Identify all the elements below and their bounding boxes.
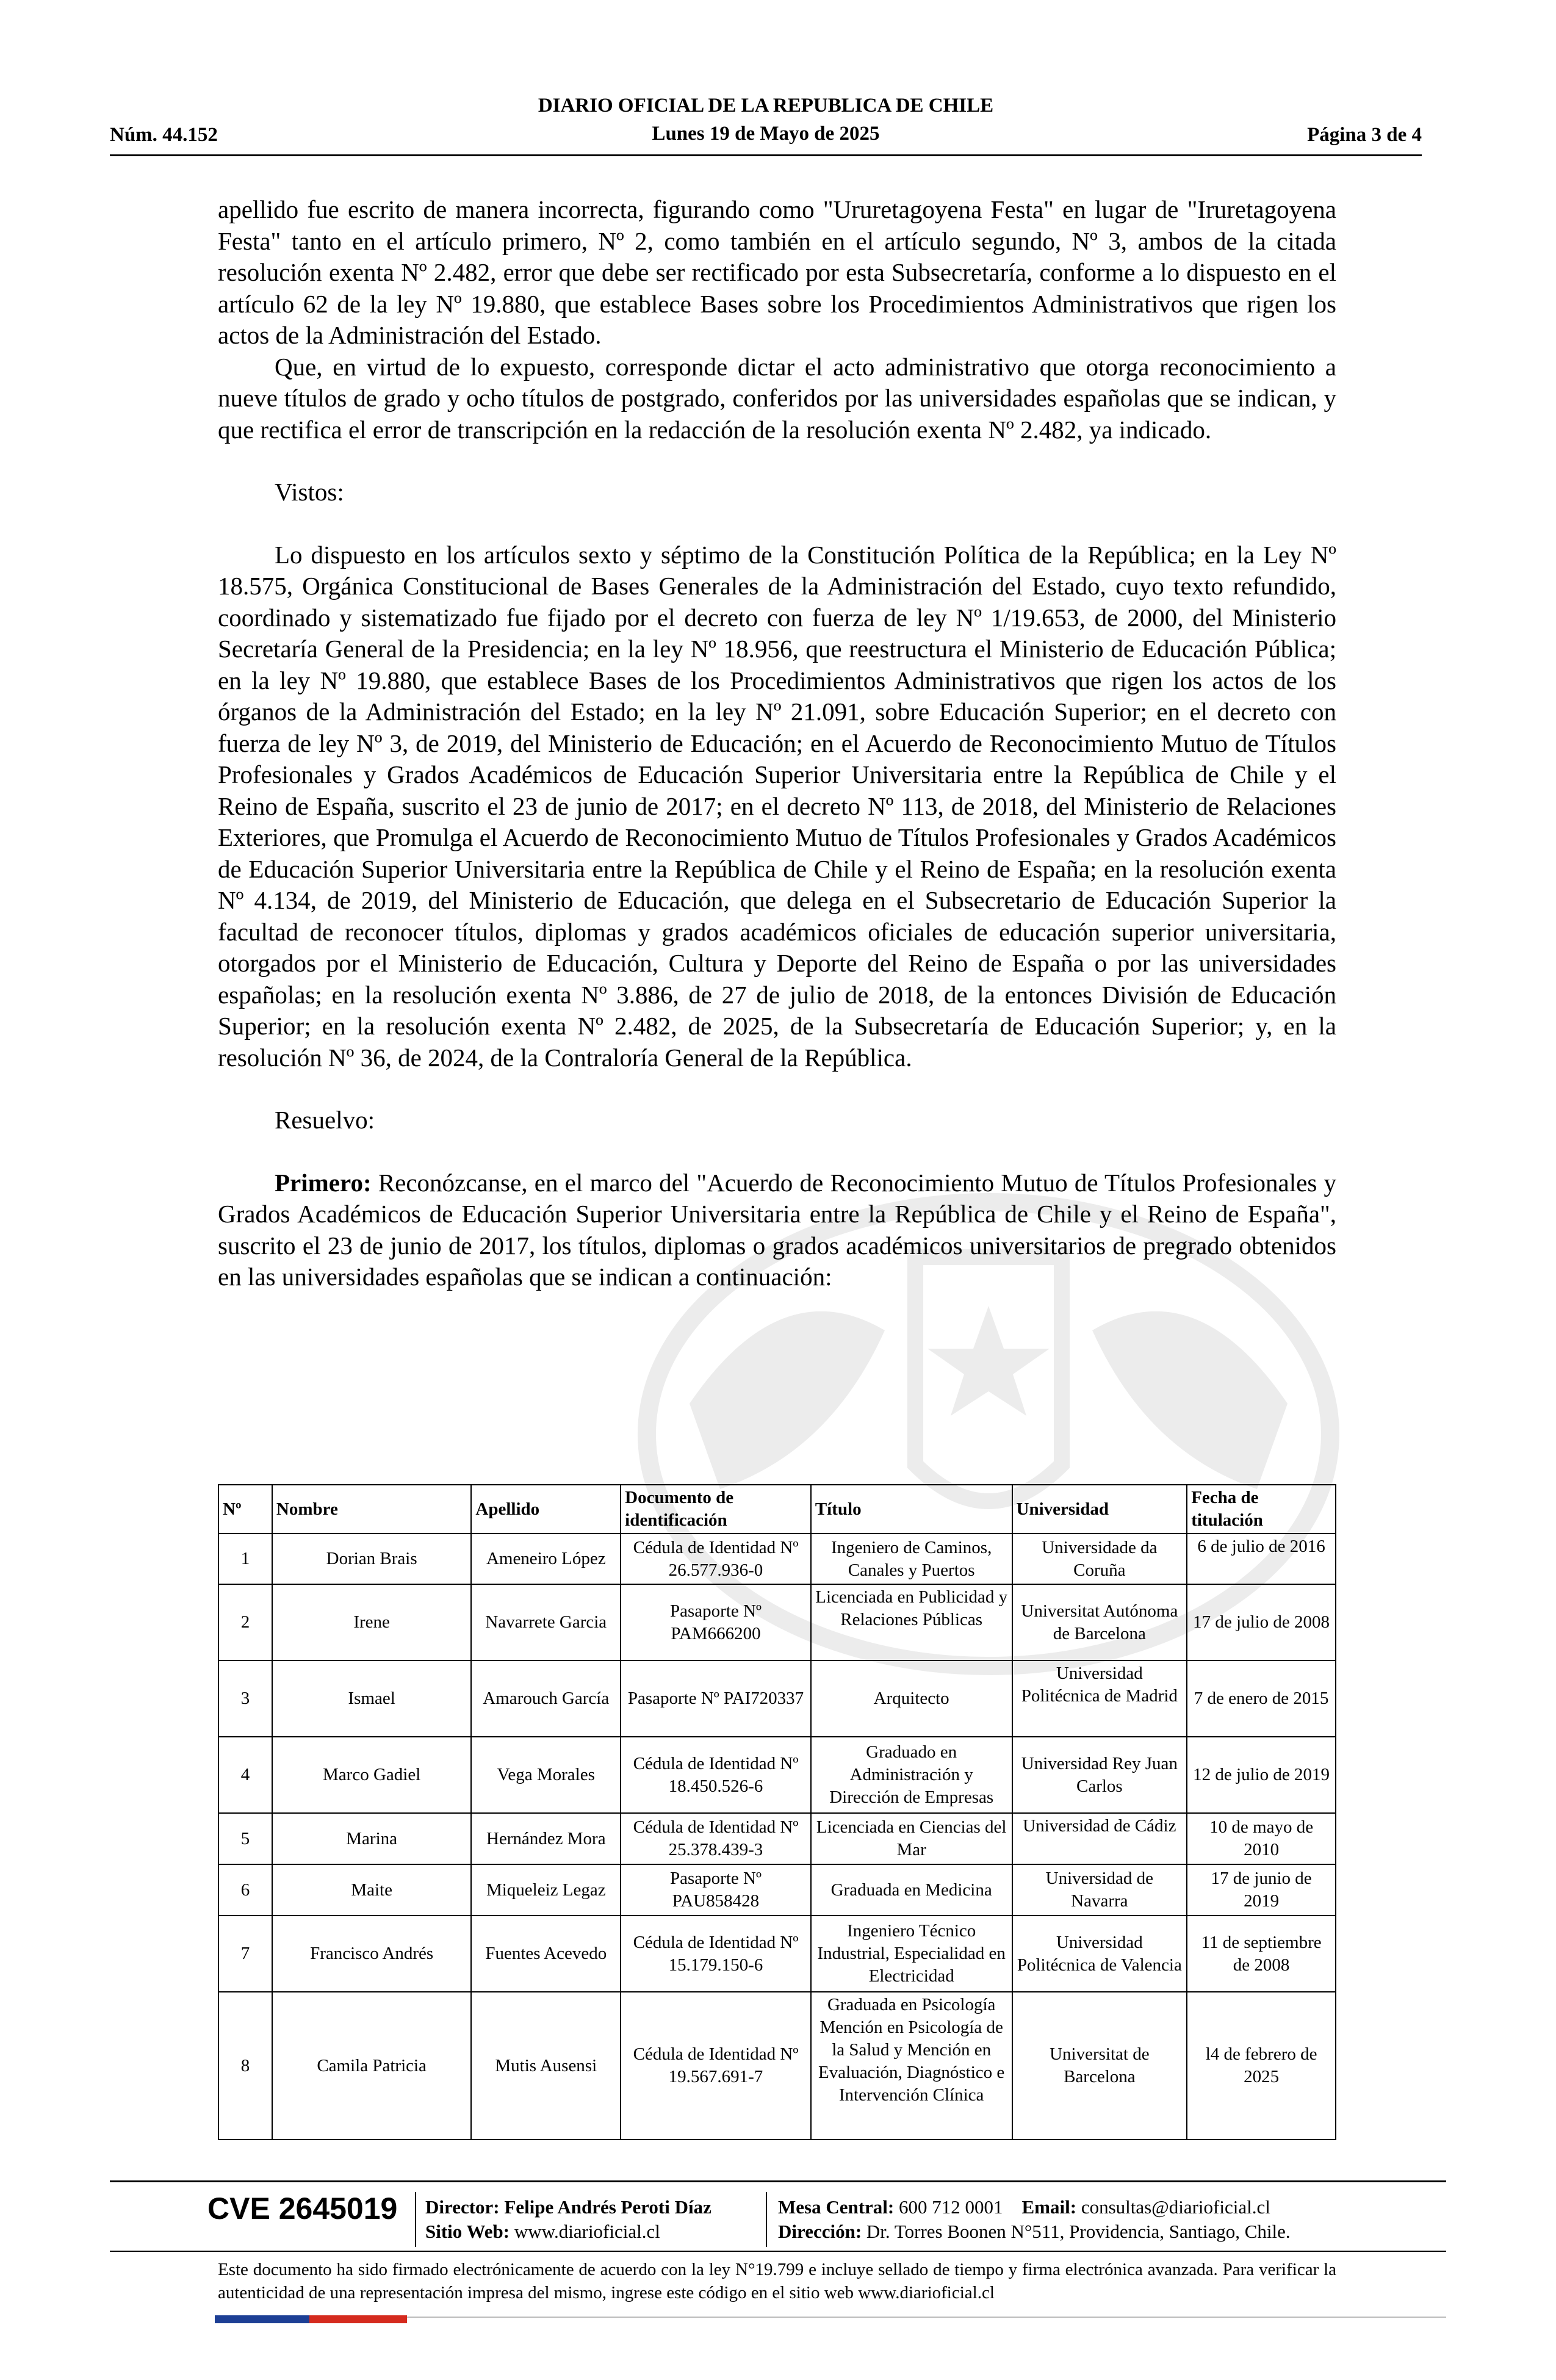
contact-line [778,2195,1291,2220]
table-cell: Camila Patricia [272,1992,472,2140]
email-link[interactable]: consultas@diarioficial.cl [1076,2196,1270,2218]
email-label: Email: [1021,2196,1077,2218]
table-cell: Universidad Politécnica de Valencia [1012,1916,1187,1992]
table-cell: 17 de junio de 2019 [1187,1864,1336,1916]
phone-value: 600 712 0001 [894,2196,1003,2218]
bottom-rule [407,2317,1446,2318]
primero-label: Primero: [275,1168,372,1197]
column-header: Nº [218,1485,272,1534]
recognized-titles-table [218,1484,1336,2140]
footer-director-block [425,2195,711,2244]
table-row [218,1534,1336,1584]
table-cell: Cédula de Identidad Nº 15.179.150-6 [621,1916,811,1992]
table-cell: Mutis Ausensi [471,1992,621,2140]
column-header: Universidad [1012,1485,1187,1534]
address-line [778,2220,1291,2244]
issue-date: Lunes 19 de Mayo de 2025 [652,123,880,145]
table-cell: Ingeniero de Caminos, Canales y Puertos [811,1534,1012,1584]
table-cell: l4 de febrero de 2025 [1187,1992,1336,2140]
table-cell: Vega Morales [471,1737,621,1813]
table-cell: 11 de septiembre de 2008 [1187,1916,1336,1992]
table-cell: Universidad Rey Juan Carlos [1012,1737,1187,1813]
table-cell: Dorian Brais [272,1534,472,1584]
document-body [218,194,1336,1293]
table-cell: 3 [218,1661,272,1737]
table-cell: Maite [272,1864,472,1916]
table-cell: 1 [218,1534,272,1584]
table-cell: Marco Gadiel [272,1737,472,1813]
table-cell: Universitat Autónoma de Barcelona [1012,1584,1187,1661]
table-cell: 4 [218,1737,272,1813]
table-cell: Marina [272,1813,472,1864]
column-header: Fecha de titulación [1187,1485,1336,1534]
table-cell: Ingeniero Técnico Industrial, Especialidad en Electricidad [811,1916,1012,1992]
table-cell: Cédula de Identidad Nº 25.378.439-3 [621,1813,811,1864]
paragraph-primero [218,1167,1336,1293]
website-link[interactable]: www.diarioficial.cl [510,2221,660,2242]
table-row [218,1916,1336,1992]
footer-separator [766,2192,767,2247]
table-cell: Pasaporte Nº PAM666200 [621,1584,811,1661]
table-cell: Navarrete Garcia [471,1584,621,1661]
table-cell: 5 [218,1813,272,1864]
flag-red-segment [309,2315,407,2323]
table-cell: Graduada en Medicina [811,1864,1012,1916]
table-cell: Pasaporte Nº PAU858428 [621,1864,811,1916]
footer-divider [110,2180,1446,2182]
primero-text: Reconózcanse, en el marco del "Acuerdo de Reconocimiento Mutuo de Títulos Profesionales y Grados Académicos de Educación Superior Universitaria entre la República de Chile y el Reino de España", suscrito el 23 de junio de 2017, los títulos, diplomas o grados académicos universitarios de pregrado obtenidos en las universidades españolas que se indican a continuación: [218,1168,1336,1291]
column-header: Apellido [471,1485,621,1534]
table-cell: 17 de julio de 2008 [1187,1584,1336,1661]
table-cell: Cédula de Identidad Nº 19.567.691-7 [621,1992,811,2140]
director-name: Director: Felipe Andrés Peroti Díaz [425,2196,711,2218]
table-cell: Ameneiro López [471,1534,621,1584]
footer-divider [110,2251,1446,2252]
header-divider [110,154,1422,156]
column-header: Nombre [272,1485,472,1534]
table-cell: Graduado en Administración y Dirección de Empresas [811,1737,1012,1813]
table-cell: Licenciada en Ciencias del Mar [811,1813,1012,1864]
table-cell: Graduada en Psicología Mención en Psicología de la Salud y Mención en Evaluación, Diagnóstico e Intervención Clínica [811,1992,1012,2140]
table-cell: Universidad Politécnica de Madrid [1012,1661,1187,1737]
table-header-row [218,1485,1336,1534]
paragraph: Que, en virtud de lo expuesto, corresponde dictar el acto administrativo que otorga reconocimiento a nueve títulos de grado y ocho títulos de postgrado, conferidos por las universidades españolas que se indican, y que rectifica el error de transcripción en la redacción de la resolución exenta Nº 2.482, ya indicado. [218,352,1336,444]
footer-separator [415,2192,416,2247]
table-cell: 6 de julio de 2016 [1187,1534,1336,1584]
electronic-signature-note: Este documento ha sido firmado electrónicamente de acuerdo con la ley N°19.799 e incluye sellado de tiempo y firma electrónica avanzada. Para verificar la autenticidad de una representación impresa del mismo, ingrese este código en el sitio web www.diarioficial.cl [218,2260,1336,2302]
table-cell: Universidad de Cádiz [1012,1813,1187,1864]
paragraph: apellido fue escrito de manera incorrecta, figurando como "Ururetagoyena Festa" en lugar de "Iruretagoyena Festa" tanto en el artículo primero, Nº 2, como también en el artículo segundo, Nº 3, ambos de la citada resolución exenta Nº 2.482, error que debe ser rectificado por esta Subsecretaría, conforme a lo dispuesto en el artículo 62 de la ley Nº 19.880, que establece Bases sobre los Procedimientos Administrativos que rigen los actos de la Administración del Estado. [218,195,1336,349]
page-header [110,95,1422,156]
table-cell: Irene [272,1584,472,1661]
table-row [218,1813,1336,1864]
table-cell: Universidad de Navarra [1012,1864,1187,1916]
table-cell: Universidade da Coruña [1012,1534,1187,1584]
address-label: Dirección: [778,2221,862,2242]
table-cell: Hernández Mora [471,1813,621,1864]
table-cell: Cédula de Identidad Nº 26.577.936-0 [621,1534,811,1584]
footer-contact-block [778,2195,1291,2244]
column-header: Título [811,1485,1012,1534]
table-cell: Amarouch García [471,1661,621,1737]
table-cell: 10 de mayo de 2010 [1187,1813,1336,1864]
table-row [218,1737,1336,1813]
table-cell: Ismael [272,1661,472,1737]
table-cell: Cédula de Identidad Nº 18.450.526-6 [621,1737,811,1813]
table-cell: 2 [218,1584,272,1661]
table-cell: 8 [218,1992,272,2140]
gazette-title: DIARIO OFICIAL DE LA REPUBLICA DE CHILE [538,95,994,117]
table-cell: Pasaporte Nº PAI720337 [621,1661,811,1737]
section-heading-vistos: Vistos: [275,478,344,506]
table-cell: Miqueleiz Legaz [471,1864,621,1916]
table-row [218,1864,1336,1916]
table-cell: Francisco Andrés [272,1916,472,1992]
column-header: Documento de identificación [621,1485,811,1534]
paragraph: Lo dispuesto en los artículos sexto y séptimo de la Constitución Política de la República; en la Ley Nº 18.575, Orgánica Constitucional de Bases Generales de la Administración del Estado, cuyo texto refundido, coordinado y sistematizado fue fijado por el decreto con fuerza de ley Nº 1/19.653, de 2000, del Ministerio Secretaría General de la Presidencia; en la ley Nº 18.956, que reestructura el Ministerio de Educación Pública; en la ley Nº 19.880, que establece Bases de los Procedimientos Administrativos que rigen los actos de los órganos de la Administración del Estado; en la ley Nº 21.091, sobre Educación Superior; en el decreto con fuerza de ley Nº 3, de 2019, del Ministerio de Educación; en el Acuerdo de Reconocimiento Mutuo de Títulos Profesionales y Grados Académicos de Educación Superior Universitaria entre la República de Chile y el Reino de España, suscrito el 23 de junio de 2017; en el decreto Nº 113, de 2018, del Ministerio de Relaciones Exteriores, que Promulga el Acuerdo de Reconocimiento Mutuo de Títulos Profesionales y Grados Académicos de Educación Superior Universitaria entre la República de Chile y el Reino de España; en la resolución exenta Nº 4.134, de 2019, del Ministerio de Educación, que delega en el Subsecretario de Educación Superior la facultad de reconocer títulos, diplomas y grados académicos oficiales de educación superior universitaria, otorgados por el Ministerio de Educación, Cultura y Deporte del Reino de España o por las universidades españolas; en la resolución exenta Nº 3.886, de 27 de julio de 2018, de la entonces División de Educación Superior; en la resolución exenta Nº 2.482, de 2025, de la Subsecretaría de Educación Superior; y, en la resolución Nº 36, de 2024, de la Contraloría General de la República. [218,540,1336,1072]
section-heading-resuelvo: Resuelvo: [275,1106,375,1134]
table-row [218,1584,1336,1661]
website-line [425,2220,711,2244]
table-row [218,1992,1336,2140]
table-cell: Fuentes Acevedo [471,1916,621,1992]
page-number: Página 3 de 4 [1307,124,1422,146]
flag-stripe [215,2315,407,2323]
table-cell: Universitat de Barcelona [1012,1992,1187,2140]
table-cell: 12 de julio de 2019 [1187,1737,1336,1813]
table-cell: Arquitecto [811,1661,1012,1737]
table-cell: Licenciada en Publicidad y Relaciones Públicas [811,1584,1012,1661]
issue-number: Núm. 44.152 [110,124,218,146]
table-row [218,1661,1336,1737]
address-value: Dr. Torres Boonen N°511, Providencia, Santiago, Chile. [862,2221,1291,2242]
table-cell: 6 [218,1864,272,1916]
table-cell: 7 [218,1916,272,1992]
table-cell: 7 de enero de 2015 [1187,1661,1336,1737]
flag-blue-segment [215,2315,309,2323]
website-label: Sitio Web: [425,2221,510,2242]
cve-code: CVE 2645019 [207,2191,398,2226]
phone-label: Mesa Central: [778,2196,895,2218]
